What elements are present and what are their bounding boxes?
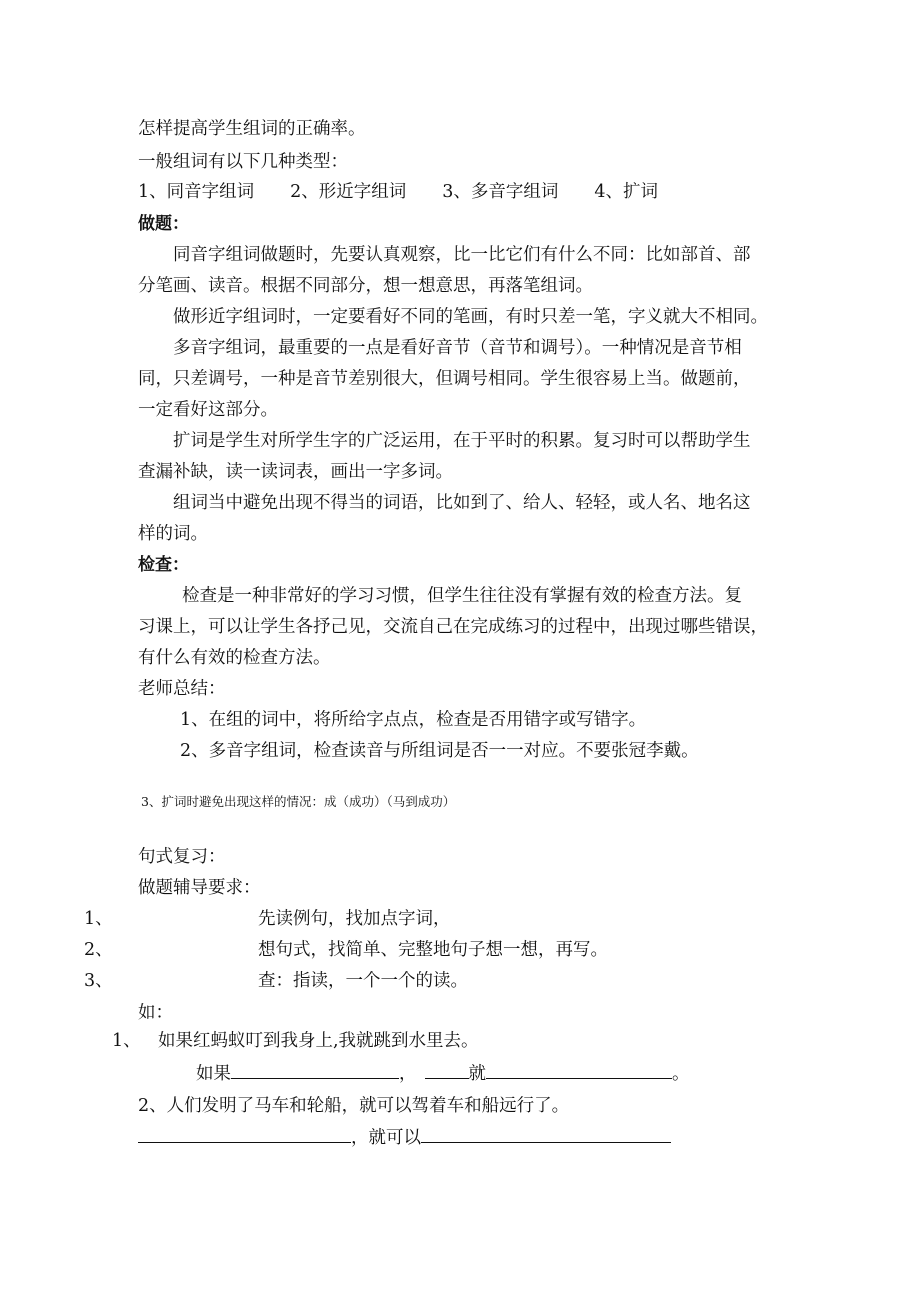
- type-item: 3、多音字组词: [442, 182, 559, 202]
- requirement-number: 3、: [84, 971, 113, 991]
- fill-in-blank-2: ，就可以: [138, 1124, 671, 1150]
- paragraph-line: 扩词是学生对所学生字的广泛运用，在于平时的积累。复习时可以帮助学生: [173, 431, 751, 451]
- paragraph-line: 同，只差调号，一种是音节差别很大，但调号相同。学生很容易上当。做题前，: [138, 369, 751, 389]
- requirement-text: 查：指读，一个一个的读。: [258, 971, 468, 991]
- summary-item: 1、在组的词中，将所给字点点，检查是否用错字或写错字。: [180, 710, 647, 730]
- blank-line[interactable]: [231, 1060, 399, 1079]
- paragraph-line: 分笔画、读音。根据不同部分，想一想意思，再落笔组词。: [138, 276, 593, 296]
- summary-item: 3、扩词时避免出现这样的情况：成（成功）（马到成功）: [141, 794, 456, 809]
- type-item: 4、扩词: [594, 182, 659, 202]
- paragraph-line: 组词当中避免出现不得当的词语，比如到了、给人、轻轻，或人名、地名这: [173, 493, 751, 513]
- requirements-label: 做题辅导要求：: [138, 878, 261, 898]
- summary-item: 2、多音字组词，检查读音与所组词是否一一对应。不要张冠李戴。: [180, 741, 699, 761]
- example-sentence: 2、人们发明了马车和轮船，就可以驾着车和船远行了。: [138, 1096, 570, 1116]
- example-label: 如：: [138, 1003, 173, 1023]
- type-item: 1、同音字组词: [138, 182, 255, 202]
- paragraph-line: 多音字组词，最重要的一点是看好音节（音节和调号）。一种情况是音节相: [173, 338, 742, 358]
- example-number: 1、: [112, 1031, 141, 1051]
- requirement-text: 想句式，找简单、完整地句子想一想，再写。: [258, 940, 608, 960]
- section-title: 句式复习：: [138, 847, 226, 867]
- intro-line-2: 一般组词有以下几种类型：: [138, 152, 348, 172]
- paragraph-line: 同音字组词做题时，先要认真观察，比一比它们有什么不同：比如部首、部: [173, 245, 751, 265]
- zuoti-heading: 做题：: [138, 214, 189, 234]
- blank-line[interactable]: [486, 1060, 672, 1079]
- jiancha-heading: 检查：: [138, 555, 189, 575]
- type-item: 2、形近字组词: [290, 182, 407, 202]
- blank-line[interactable]: [425, 1060, 469, 1079]
- blank-line[interactable]: [421, 1124, 671, 1143]
- requirement-number: 2、: [84, 940, 113, 960]
- fill-in-blank-1: 如果 ， 就 。: [196, 1060, 690, 1086]
- paragraph-line: 样的词。: [138, 524, 208, 544]
- paragraph-line: 习课上，可以让学生各抒己见，交流自己在完成练习的过程中，出现过哪些错误，: [138, 617, 768, 637]
- paragraph-line: 有什么有效的检查方法。: [138, 648, 331, 668]
- paragraph-line: 一定看好这部分。: [138, 400, 278, 420]
- example-sentence: 如果红蚂蚁叮到我身上,我就跳到水里去。: [158, 1031, 479, 1051]
- intro-line-1: 怎样提高学生组词的正确率。: [138, 119, 366, 139]
- paragraph-line: 检查是一种非常好的学习习惯，但学生往往没有掌握有效的检查方法。复: [182, 586, 742, 606]
- requirement-number: 1、: [84, 909, 113, 929]
- paragraph-line: 查漏补缺，读一读词表，画出一字多词。: [138, 462, 453, 482]
- paragraph-line: 做形近字组词时，一定要看好不同的笔画，有时只差一笔，字义就大不相同。: [173, 307, 768, 327]
- type-list: [138, 180, 658, 204]
- summary-label: 老师总结：: [138, 679, 226, 699]
- blank-line[interactable]: [138, 1124, 351, 1143]
- requirement-text: 先读例句，找加点字词，: [258, 909, 451, 929]
